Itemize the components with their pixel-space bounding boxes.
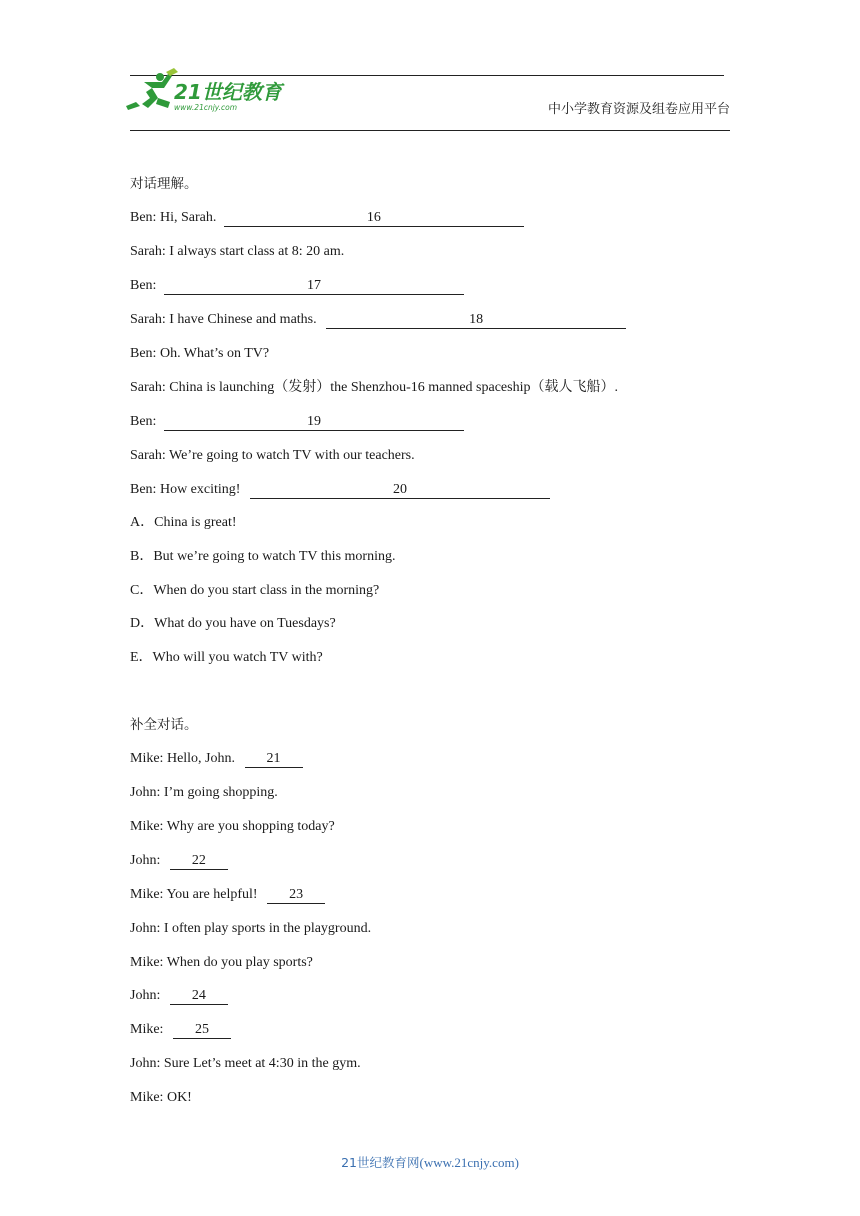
dialogue-line xyxy=(130,378,618,398)
speaker: Ben: xyxy=(130,346,157,361)
dialogue-line xyxy=(130,412,464,432)
option-e: E．Who will you watch TV with? xyxy=(130,650,323,665)
answer-blank-24: 24 xyxy=(170,988,228,1005)
line-text: How exciting! xyxy=(159,482,241,497)
line-text: You are helpful! xyxy=(166,887,258,902)
page-header xyxy=(0,0,860,140)
footer-site-url[interactable]: (www.21cnjy.com) xyxy=(419,1155,519,1170)
speaker: Ben: xyxy=(130,414,157,429)
speaker: Ben: xyxy=(130,210,157,225)
answer-blank-22: 22 xyxy=(170,853,228,870)
answer-blank-19: 19 xyxy=(164,414,464,431)
line-text: China is launching（发射）the Shenzhou-16 manned spaceship（载人飞船）. xyxy=(169,380,618,395)
speaker: Mike: xyxy=(130,1090,164,1105)
line-text: Sure Let’s meet at 4:30 in the gym. xyxy=(163,1056,361,1071)
speaker: Mike: xyxy=(130,955,164,970)
line-text: When do you play sports? xyxy=(166,955,313,970)
answer-blank-18: 18 xyxy=(326,312,626,329)
speaker: Sarah: xyxy=(130,312,166,327)
answer-blank-20: 20 xyxy=(250,482,550,499)
line-text: We’re going to watch TV with our teachers. xyxy=(169,448,415,463)
speaker: John: xyxy=(130,785,161,800)
speaker: Ben: xyxy=(130,278,157,293)
logo-text: 21世纪教育 xyxy=(174,80,282,104)
dialogue-line xyxy=(130,749,303,769)
line-text: Hello, John. xyxy=(166,751,236,766)
line-text: Hi, Sarah. xyxy=(159,210,217,225)
21cnjy-logo xyxy=(122,68,292,116)
line-text: Why are you shopping today? xyxy=(166,819,335,834)
dialogue-line xyxy=(130,446,415,466)
speaker: John: xyxy=(130,988,161,1003)
speaker: Mike: xyxy=(130,751,164,766)
line-text: Oh. What’s on TV? xyxy=(159,346,270,361)
answer-blank-16: 16 xyxy=(224,210,524,227)
speaker: Sarah: xyxy=(130,244,166,259)
dialogue-line xyxy=(130,885,325,905)
line-text: I’m going shopping. xyxy=(163,785,278,800)
speaker: Sarah: xyxy=(130,448,166,463)
header-rule-bottom xyxy=(130,130,730,131)
footer-site-name[interactable]: 21世纪教育网 xyxy=(341,1155,420,1170)
line-text: OK! xyxy=(166,1090,192,1105)
dialogue-line xyxy=(130,310,626,330)
dialogue-line xyxy=(130,783,278,803)
dialogue-line xyxy=(130,242,344,262)
dialogue-line xyxy=(130,480,550,500)
speaker: Mike: xyxy=(130,819,164,834)
option-b: B．But we’re going to watch TV this morning. xyxy=(130,549,396,564)
answer-blank-17: 17 xyxy=(164,278,464,295)
line-text: I have Chinese and maths. xyxy=(169,312,317,327)
dialogue-line xyxy=(130,344,269,364)
speaker: Mike: xyxy=(130,1022,164,1037)
option-d: D．What do you have on Tuesdays? xyxy=(130,616,336,631)
dialogue-line xyxy=(130,919,371,939)
section1-heading: 对话理解。 xyxy=(130,176,198,192)
speaker: Ben: xyxy=(130,482,157,497)
platform-name: 中小学教育资源及组卷应用平台 xyxy=(547,102,730,117)
dialogue-line xyxy=(130,1054,361,1074)
option-c: C．When do you start class in the morning? xyxy=(130,583,380,598)
dialogue-line xyxy=(130,1088,192,1108)
dialogue-line xyxy=(130,986,228,1006)
speaker: John: xyxy=(130,853,161,868)
speaker: Mike: xyxy=(130,887,164,902)
logo-url: www.21cnjy.com xyxy=(174,103,238,112)
speaker: John: xyxy=(130,1056,161,1071)
answer-blank-25: 25 xyxy=(173,1022,231,1039)
section2-heading: 补全对话。 xyxy=(130,717,198,733)
dialogue-line xyxy=(130,208,524,228)
speaker: John: xyxy=(130,921,161,936)
dialogue-line xyxy=(130,817,335,837)
speaker: Sarah: xyxy=(130,380,166,395)
line-text: I often play sports in the playground. xyxy=(163,921,372,936)
page-footer xyxy=(0,1153,860,1171)
line-text: I always start class at 8: 20 am. xyxy=(169,244,345,259)
dialogue-line xyxy=(130,1020,231,1040)
answer-blank-23: 23 xyxy=(267,887,325,904)
answer-blank-21: 21 xyxy=(245,751,303,768)
dialogue-line xyxy=(130,851,228,871)
dialogue-line xyxy=(130,953,313,973)
option-a: A．China is great! xyxy=(130,515,237,530)
dialogue-line xyxy=(130,276,464,296)
